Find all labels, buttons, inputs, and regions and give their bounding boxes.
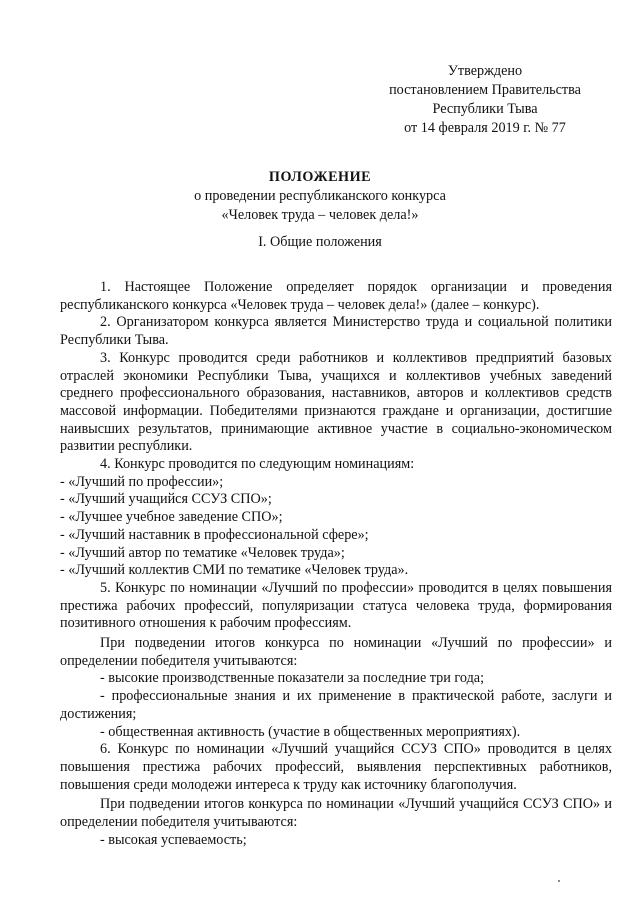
paragraph-6: 6. Конкурс по номинации «Лучший учащийся ССУЗ СПО» проводится в целях повышения престижа рабочих профессий, выявления перспективных работников, повышения среди молодежи интереса к труду как источнику благополучия. xyxy=(60,741,612,793)
nomination-item: - «Лучший учащийся ССУЗ СПО»; xyxy=(60,491,272,508)
document-title xyxy=(0,168,640,225)
approval-line: Республики Тыва xyxy=(432,101,538,117)
document-body xyxy=(60,279,612,850)
section-heading: I. Общие положения xyxy=(258,234,382,250)
criteria-item: - профессиональные знания и их применение в практической работе, заслуги и достижения; xyxy=(60,688,612,722)
nomination-item: - «Лучший автор по тематике «Человек труда»; xyxy=(60,544,345,561)
title-subtitle: о проведении республиканского конкурса xyxy=(194,188,446,204)
approval-line: постановлением Правительства xyxy=(389,82,581,98)
paragraph-3: 3. Конкурс проводится среди работников и коллективов предприятий базовых отраслей экономики Республики Тыва, учащихся и коллективов учебных заведений среднего профессионального образования, наставников, авторов и коллективов средств массовой информации. Победителями признаются граждане и организации, достигшие наивысших результатов, принимающие активное участие в социально-экономическом развитии республики. xyxy=(60,349,612,455)
nomination-item: - «Лучшее учебное заведение СПО»; xyxy=(60,509,283,526)
approval-date: от 14 февраля 2019 г. № 77 xyxy=(404,120,566,136)
paragraph-2: 2. Организатором конкурса является Министерство труда и социальной политики Республики Тыва. xyxy=(60,314,612,349)
paragraph-4: 4. Конкурс проводится по следующим номинациям: xyxy=(100,456,415,473)
title-contest-name: «Человек труда – человек дела!» xyxy=(221,207,419,223)
criteria-item: - высокая успеваемость; xyxy=(100,831,247,848)
paragraph-6-criteria-intro: При подведении итогов конкурса по номинации «Лучший учащийся ССУЗ СПО» и определении победителя учитываются: xyxy=(60,796,612,831)
title-main: ПОЛОЖЕНИЕ xyxy=(268,169,372,185)
nomination-item: - «Лучший по профессии»; xyxy=(60,473,224,490)
scan-speck xyxy=(558,880,560,882)
approval-stamp xyxy=(360,62,610,138)
criteria-item: - высокие производственные показатели за последние три года; xyxy=(100,670,485,687)
paragraph-5: 5. Конкурс по номинации «Лучший по профессии» проводится в целях повышения престижа рабочих профессий, популяризации статуса человека труда, формирования позитивного отношения к рабочим профессиям. xyxy=(60,579,612,632)
paragraph-1: 1. Настоящее Положение определяет порядок организации и проведения республиканского конкурса «Человек труда – человек дела!» (далее – конкурс). xyxy=(60,279,612,313)
approval-line: Утверждено xyxy=(447,63,523,79)
nomination-item: - «Лучший коллектив СМИ по тематике «Человек труда». xyxy=(60,562,409,579)
paragraph-5-criteria-intro: При подведении итогов конкурса по номинации «Лучший по профессии» и определении победителя учитываются: xyxy=(60,635,612,669)
criteria-item: - общественная активность (участие в общественных мероприятиях). xyxy=(100,723,521,740)
nomination-item: - «Лучший наставник в профессиональной сфере»; xyxy=(60,526,369,543)
